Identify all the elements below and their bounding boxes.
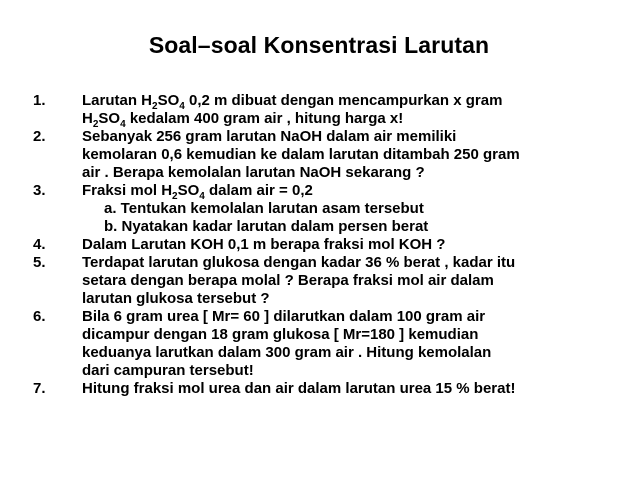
page-title: Soal–soal Konsentrasi Larutan <box>148 32 490 58</box>
list-item <box>33 236 623 254</box>
item-line: keduanya larutkan dalam 300 gram air . Hitung kemolalan <box>82 344 492 361</box>
item-line: setara dengan berapa molal ? Berapa fraksi mol air dalam <box>82 272 494 289</box>
item-line: larutan glukosa tersebut ? <box>82 290 270 307</box>
item-number: 4. <box>33 236 46 253</box>
item-number: 6. <box>33 308 46 325</box>
item-line: $H_2SO_4$ kedalam 400 gram air , hitung harga x! <box>82 110 404 130</box>
sub-item-a: a. Tentukan kemolalan larutan asam tersebut <box>104 200 424 217</box>
list-item <box>33 254 623 308</box>
sub-item-b: b. Nyatakan kadar larutan dalam persen berat <box>104 218 429 235</box>
item-line: Hitung fraksi mol urea dan air dalam larutan urea 15 % berat! <box>82 380 516 397</box>
item-number: 7. <box>33 380 46 397</box>
item-number: 1. <box>33 92 46 109</box>
item-line: air . Berapa kemolalan larutan NaOH sekarang ? <box>82 164 425 181</box>
item-number: 3. <box>33 182 46 199</box>
list-item <box>33 308 623 380</box>
item-line: Dalam Larutan KOH 0,1 m berapa fraksi mol KOH ? <box>82 236 446 253</box>
item-line: dari campuran tersebut! <box>82 362 254 379</box>
list-item <box>33 92 623 128</box>
list-item <box>33 380 623 398</box>
item-line: dicampur dengan 18 gram glukosa [ Mr=180 ] kemudian <box>82 326 479 343</box>
item-line: Sebanyak 256 gram larutan NaOH dalam air memiliki <box>82 128 457 145</box>
list-item <box>33 128 623 182</box>
question-list <box>33 92 623 398</box>
item-line: Larutan $H_2SO_4$ 0,2 m dibuat dengan mencampurkan x gram <box>82 92 503 112</box>
item-line: Fraksi mol $H_2SO_4$ dalam air = 0,2 <box>82 182 313 202</box>
item-number: 2. <box>33 128 46 145</box>
item-line: kemolaran 0,6 kemudian ke dalam larutan ditambah 250 gram <box>82 146 520 163</box>
item-number: 5. <box>33 254 46 271</box>
item-line: Terdapat larutan glukosa dengan kadar 36 % berat , kadar itu <box>82 254 516 271</box>
list-item <box>33 182 623 236</box>
item-line: Bila 6 gram urea [ Mr= 60 ] dilarutkan dalam 100 gram air <box>82 308 486 325</box>
